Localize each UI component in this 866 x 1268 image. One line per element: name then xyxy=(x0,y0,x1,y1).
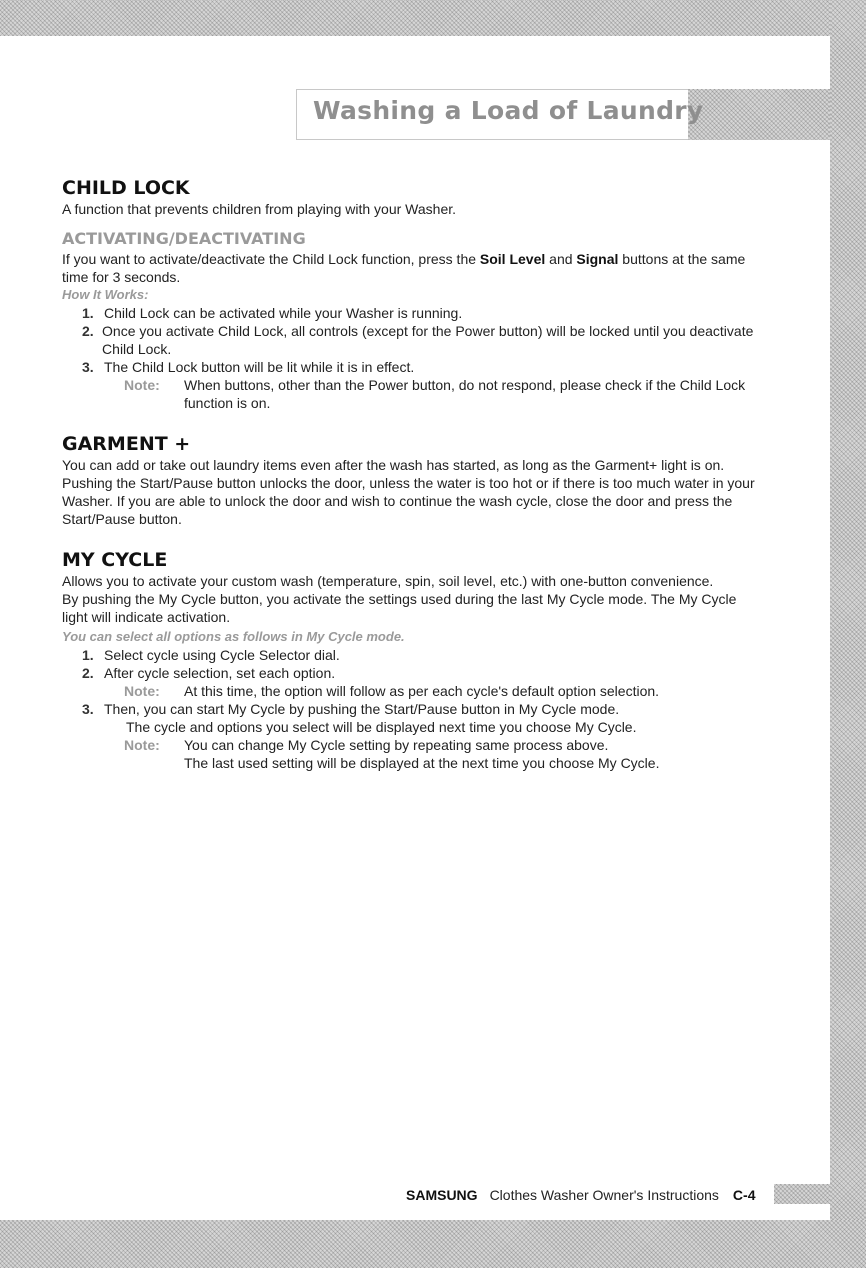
note xyxy=(62,682,762,700)
my-cycle-heading: MY CYCLE xyxy=(62,549,168,571)
options-label: You can select all options as follows in My Cycle mode. xyxy=(62,629,405,644)
content xyxy=(62,176,762,772)
child-lock-description: A function that prevents children from playing with your Washer. xyxy=(62,201,457,217)
top-pattern-band xyxy=(0,0,866,36)
step-text: Once you activate Child Lock, all controls (except for the Power button) will be locked until you deactivate Child Lock. xyxy=(102,323,754,357)
step-number: 1. xyxy=(82,305,94,321)
page-footer xyxy=(406,1186,755,1204)
note xyxy=(62,736,762,754)
list-item xyxy=(62,304,762,322)
signal-button-label: Signal xyxy=(576,251,619,267)
note-label: Note: xyxy=(124,683,160,699)
my-cycle-text: Allows you to activate your custom wash (temperature, spin, soil level, etc.) with one-button convenience. xyxy=(62,573,714,589)
document-title: Clothes Washer Owner's Instructions xyxy=(489,1187,719,1203)
instruction-text: buttons at the same time for 3 seconds. xyxy=(62,251,746,285)
step-text: Then, you can start My Cycle by pushing the Start/Pause button in My Cycle mode. xyxy=(104,701,620,717)
garment-text: You can add or take out laundry items even after the wash has started, as long as the Garment+ light is on. Pushing the Start/Pause button unlocks the door, unless the water is too hot or if there is too much water in your Washer. If you are able to unlock the door and wish to continue the wash cycle, close the door and press the Start/Pause button. xyxy=(62,457,755,527)
list-item xyxy=(62,358,762,376)
soil-level-button-label: Soil Level xyxy=(479,251,546,267)
step-text: Child Lock can be activated while your Washer is running. xyxy=(104,305,463,321)
step-continuation: The cycle and options you select will be displayed next time you choose My Cycle. xyxy=(126,719,637,735)
step-number: 3. xyxy=(82,359,94,375)
brand-name: SAMSUNG xyxy=(406,1187,478,1203)
footer-pattern-tab xyxy=(774,1184,830,1204)
step-number: 3. xyxy=(82,701,94,717)
my-cycle-text: By pushing the My Cycle button, you activate the settings used during the last My Cycle mode. The My Cycle light will indicate activation. xyxy=(62,591,737,625)
note-text: At this time, the option will follow as per each cycle's default option selection. xyxy=(184,683,660,699)
right-pattern-band xyxy=(830,0,866,1268)
step-text: Select cycle using Cycle Selector dial. xyxy=(104,647,340,663)
step-number: 2. xyxy=(82,665,94,681)
activating-heading: ACTIVATING/DEACTIVATING xyxy=(62,229,306,248)
note-label: Note: xyxy=(124,737,160,753)
step-text: The Child Lock button will be lit while it is in effect. xyxy=(104,359,415,375)
step-text: After cycle selection, set each option. xyxy=(104,665,336,681)
step-number: 2. xyxy=(82,323,94,339)
child-lock-heading: CHILD LOCK xyxy=(62,177,190,199)
instruction-text: If you want to activate/deactivate the Child Lock function, press the xyxy=(62,251,480,267)
header-pattern-fill xyxy=(688,89,830,140)
list-item xyxy=(62,700,762,718)
activating-instruction xyxy=(62,250,762,286)
note-label: Note: xyxy=(124,377,160,393)
note-continuation: The last used setting will be displayed at the next time you choose My Cycle. xyxy=(184,755,660,771)
note xyxy=(62,376,762,412)
step-number: 1. xyxy=(82,647,94,663)
list-item xyxy=(62,664,762,682)
list-item xyxy=(62,322,762,358)
bottom-pattern-band xyxy=(0,1220,866,1268)
garment-heading: GARMENT + xyxy=(62,433,191,455)
page-number: C-4 xyxy=(732,1187,756,1203)
instruction-text: and xyxy=(545,251,577,267)
page-title: Washing a Load of Laundry xyxy=(313,96,704,125)
list-item xyxy=(62,646,762,664)
how-it-works-label: How It Works: xyxy=(62,287,149,302)
note-text: You can change My Cycle setting by repeating same process above. xyxy=(184,737,609,753)
note-text: When buttons, other than the Power button, do not respond, please check if the Child Lock function is on. xyxy=(184,377,746,411)
